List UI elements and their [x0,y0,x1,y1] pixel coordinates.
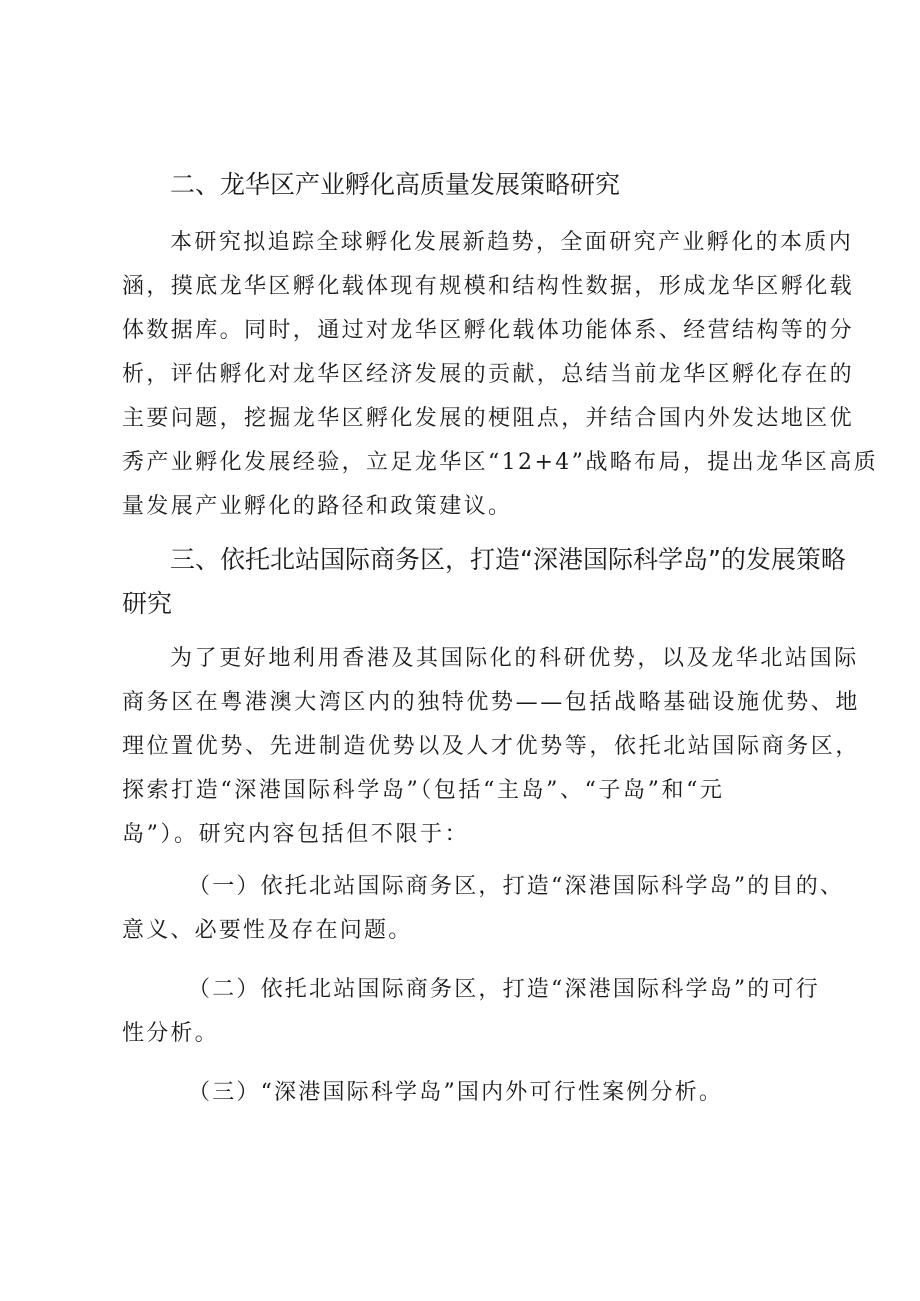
section-3-paragraph [122,637,861,857]
section-2-paragraph [122,221,879,529]
paragraph-line: 本研究拟追踪全球孵化发展新趋势，全面研究产业孵化的本质内 [170,230,854,255]
list-item-line: （一）依托北站国际商务区，打造“深港国际科学岛”的目的、 [188,874,845,899]
section-heading-3: 三、依托北站国际商务区，打造“深港国际科学岛”的发展策略 [170,545,846,574]
paragraph-line: 理位置优势、先进制造优势以及人才优势等，依托北站国际商务区， [122,734,861,759]
paragraph-line: 主要问题，挖掘龙华区孵化发展的梗阻点，并结合国内外发达地区优 [122,406,855,431]
list-item-3 [122,1071,822,1115]
list-item-2 [122,968,822,1056]
list-item-line: 意义、必要性及存在问题。 [122,918,413,943]
section-heading-2: 二、龙华区产业孵化高质量发展策略研究 [170,170,621,199]
section-heading-3-continued: 研究 [122,589,173,618]
paragraph-line: 探索打造“深港国际科学岛”（包括“主岛”、“子岛”和“元 [122,778,725,803]
list-item-line: （二）依托北站国际商务区，打造“深港国际科学岛”的可行 [188,977,820,1002]
paragraph-line: 秀产业孵化发展经验，立足龙华区“12+4”战略布局，提出龙华区高质 [122,450,879,475]
paragraph-line: 岛”）。研究内容包括但不限于： [122,822,470,847]
paragraph-line: 量发展产业孵化的路径和政策建议。 [122,494,513,519]
paragraph-line: 为了更好地利用香港及其国际化的科研优势，以及龙华北站国际 [170,646,859,671]
list-item-1 [122,865,845,953]
paragraph-line: 涵，摸底龙华区孵化载体现有规模和结构性数据，形成龙华区孵化载 [122,274,855,299]
list-item-line: 性分析。 [122,1021,219,1046]
list-item-line: （三）“深港国际科学岛”国内外可行性案例分析。 [188,1080,724,1105]
paragraph-line: 商务区在粤港澳大湾区内的独特优势——包括战略基础设施优势、地 [122,690,861,715]
paragraph-line: 体数据库。同时，通过对龙华区孵化载体功能体系、经营结构等的分 [122,318,855,343]
paragraph-line: 析，评估孵化对龙华区经济发展的贡献，总结当前龙华区孵化存在的 [122,362,855,387]
